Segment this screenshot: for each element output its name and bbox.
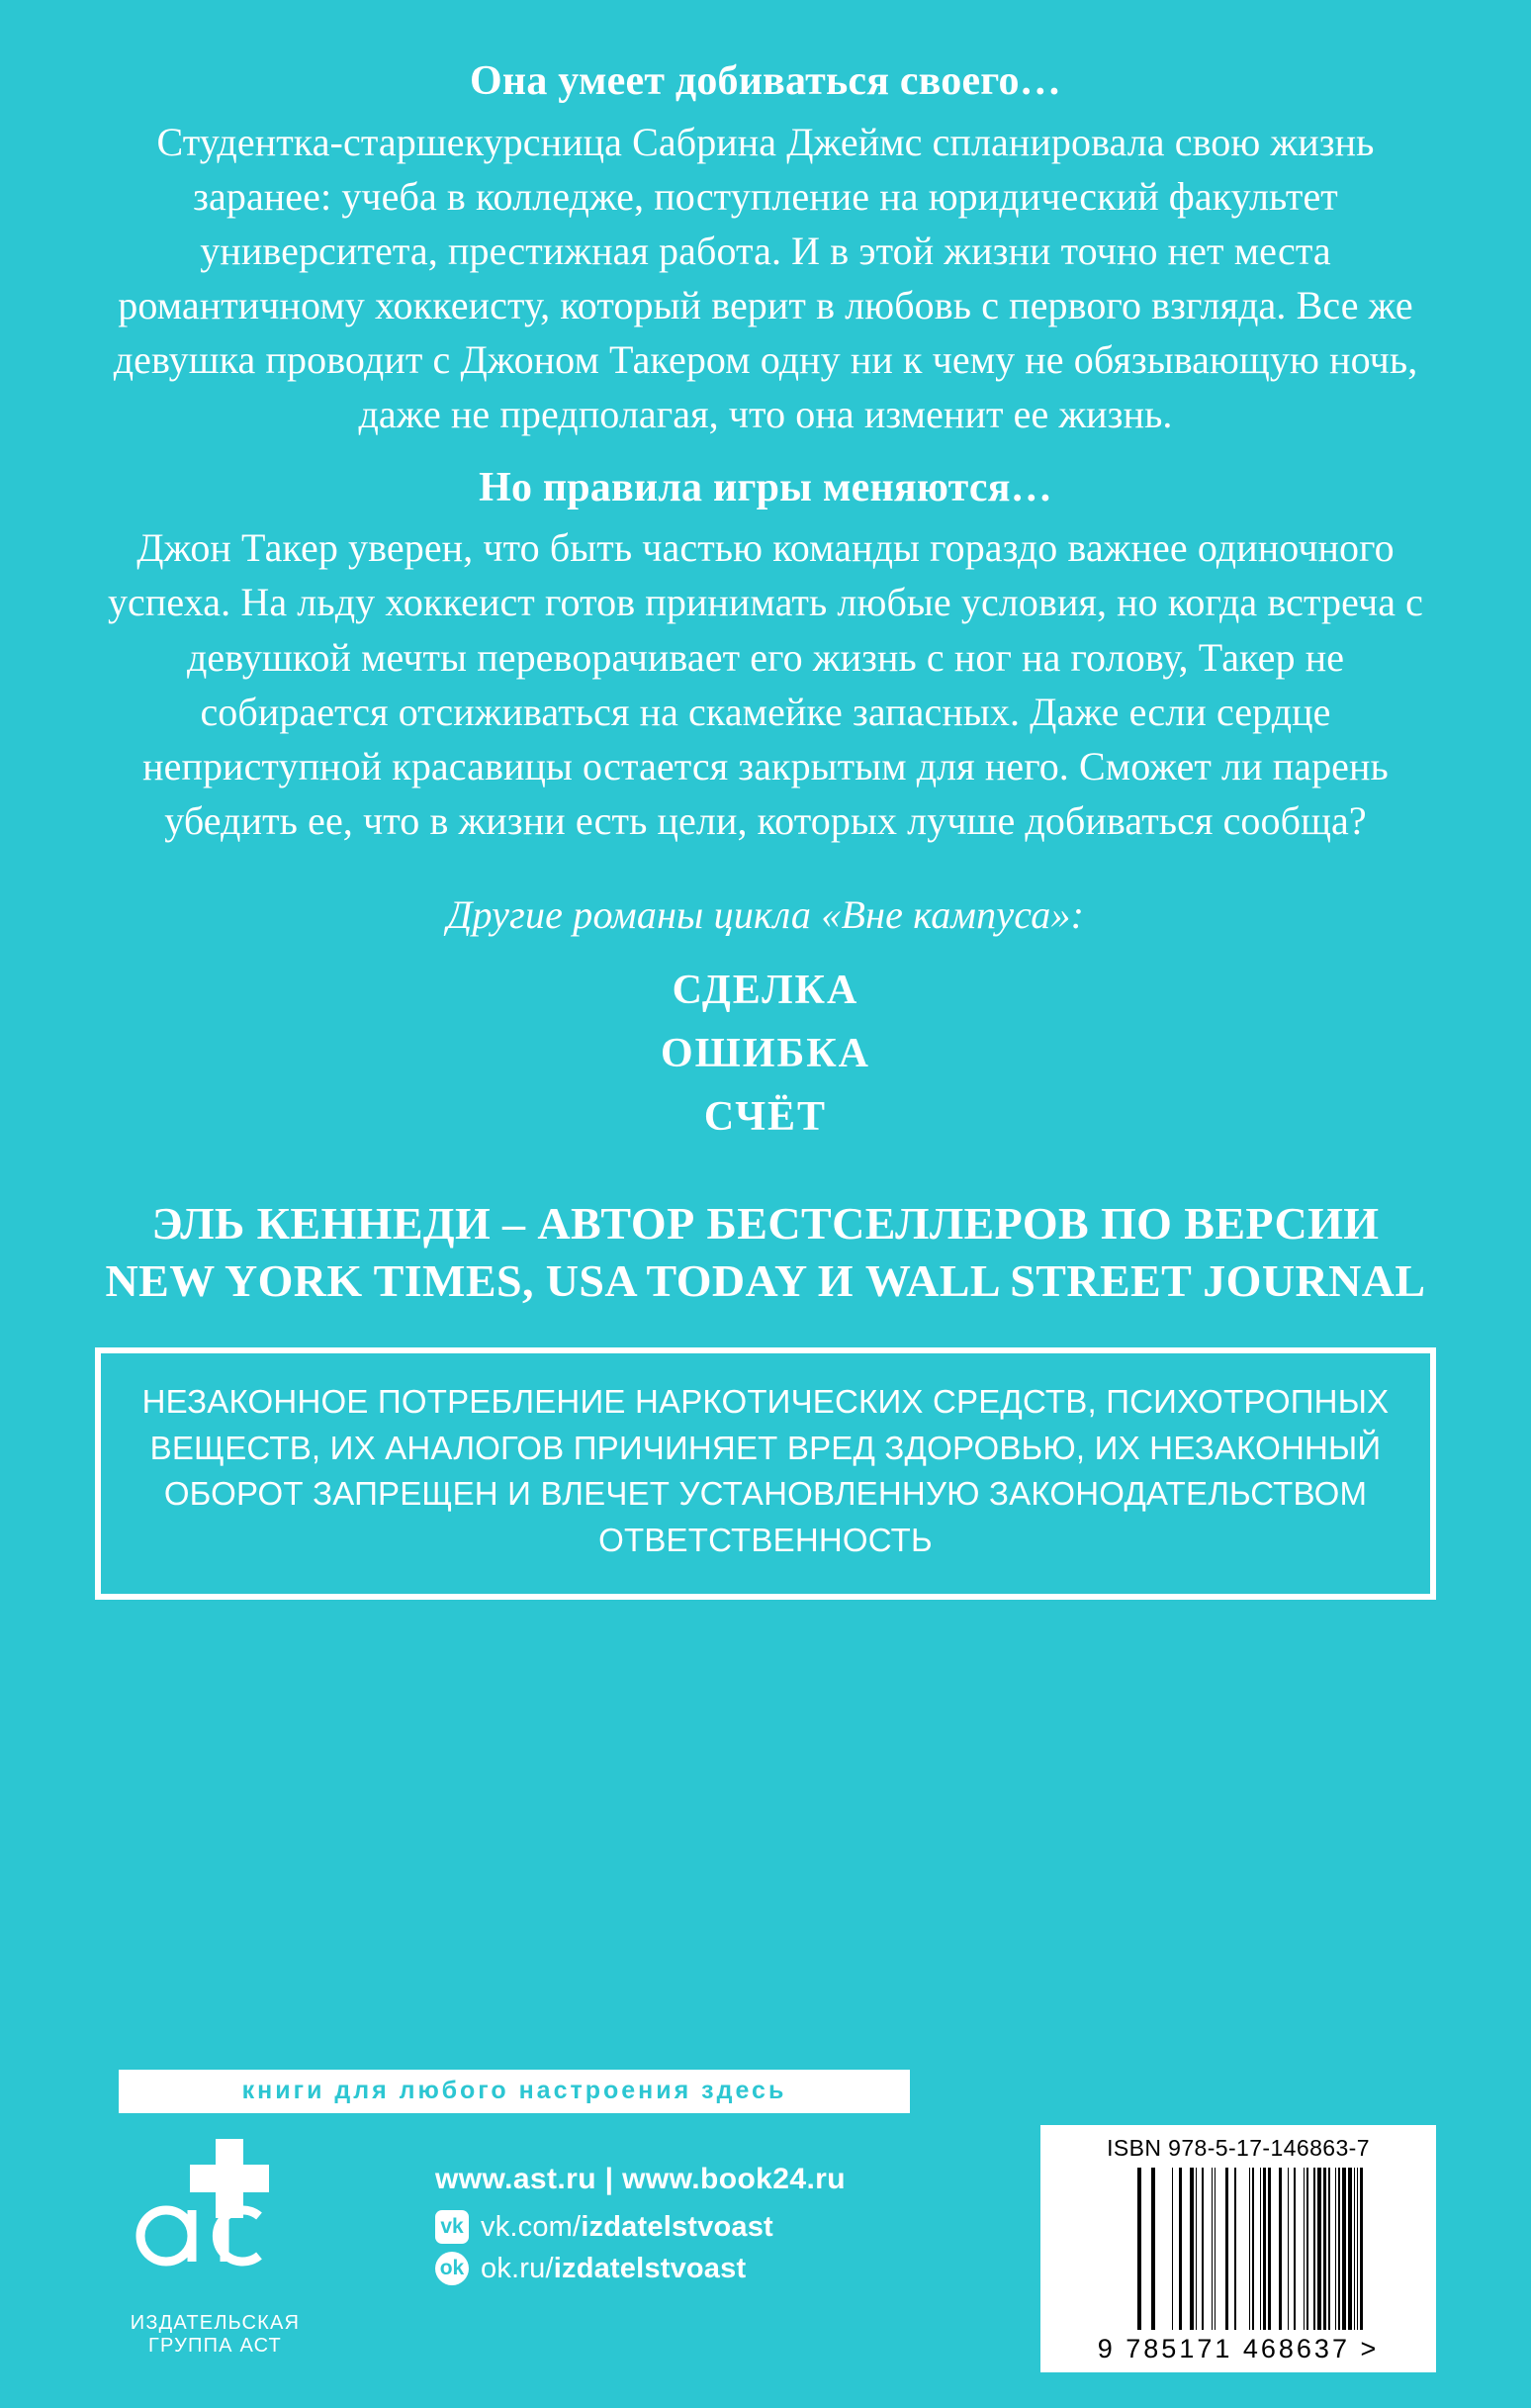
ok-link-text[interactable]: ok.ru/izdatelstvoast bbox=[481, 2252, 747, 2284]
website-links[interactable]: www.ast.ru | www.book24.ru bbox=[435, 2163, 846, 2195]
publisher-logo bbox=[109, 2133, 321, 2358]
isbn-text: ISBN 978-5-17-146863-7 bbox=[1107, 2135, 1370, 2161]
publisher-name: ИЗДАТЕЛЬСКАЯ ГРУППА АСТ bbox=[130, 2312, 301, 2357]
blurb-paragraph-2: Джон Такер уверен, что быть частью команды гораздо важнее одиночного успеха. На льду хоккеист готов принимать любые условия, но когда встреча с девушкой мечты переворачивает его жизнь с ног на голову, Такер не собирается отсиживаться на скамейке запасных. Даже если сердце неприступной красавицы остается закрытым для него. Сможет ли парень убедить ее, что в жизни есть цели, которых лучше добиваться сообща? bbox=[107, 525, 1424, 844]
legal-warning-box bbox=[95, 1347, 1436, 1600]
publisher-slogan: книги для любого настроения здесь bbox=[119, 2070, 910, 2113]
accolade-text: ЭЛЬ КЕННЕДИ – АВТОР БЕСТСЕЛЛЕРОВ ПО ВЕРСИИ NEW YORK TIMES, USA TODAY И WALL STREET JOURNAL bbox=[105, 1197, 1426, 1306]
other-book-title: СДЕЛКА bbox=[672, 968, 859, 1014]
legal-warning-text: НЕЗАКОННОЕ ПОТРЕБЛЕНИЕ НАРКОТИЧЕСКИХ СРЕДСТВ, ПСИХОТРОПНЫХ ВЕЩЕСТВ, ИХ АНАЛОГОВ ПРИЧИНЯЕТ ВРЕД ЗДОРОВЬЮ, ИХ НЕЗАКОННЫЙ ОБОРОТ ЗАПРЕЩЕН И ВЛЕЧЕТ УСТАНОВЛЕННУЮ ЗАКОНОДАТЕЛЬСТВОМ ОТВЕТСТВЕННОСТЬ bbox=[141, 1382, 1390, 1559]
social-link-vk[interactable] bbox=[435, 2210, 846, 2244]
ast-logo-icon bbox=[109, 2133, 312, 2306]
blurb-paragraph-1: Студентка-старшекурсница Сабрина Джеймс спланировала свою жизнь заранее: учеба в колледже, поступление на юридический факультет университета, престижная работа. И в этой жизни точно нет места романтичному хоккеисту, который верит в любовь с первого взгляда. Все же девушка проводит с Джоном Такером одну ни к чему не обязывающую ночь, даже не предполагая, что она изменит ее жизнь. bbox=[113, 119, 1418, 437]
vk-icon: vk bbox=[435, 2210, 469, 2244]
publisher-footer bbox=[0, 2052, 1531, 2408]
ok-icon: ok bbox=[435, 2252, 469, 2285]
blurb-lead-2: Но правила игры меняются… bbox=[479, 464, 1052, 510]
blurb-lead-1: Она умеет добиваться своего… bbox=[470, 58, 1061, 104]
other-book-title: ОШИБКА bbox=[660, 1031, 870, 1077]
social-link-ok[interactable] bbox=[435, 2252, 846, 2285]
barcode-digits: 9 785171 468637 > bbox=[1097, 2334, 1380, 2363]
other-books-list bbox=[95, 960, 1436, 1149]
vk-link-text[interactable]: vk.com/izdatelstvoast bbox=[481, 2210, 773, 2243]
other-book-title: СЧЁТ bbox=[703, 1094, 828, 1140]
other-books-heading: Другие романы цикла «Вне кампуса»: bbox=[446, 892, 1085, 938]
barcode-block bbox=[1040, 2125, 1436, 2372]
publisher-contacts bbox=[435, 2163, 846, 2293]
barcode-bars bbox=[1054, 2168, 1422, 2330]
